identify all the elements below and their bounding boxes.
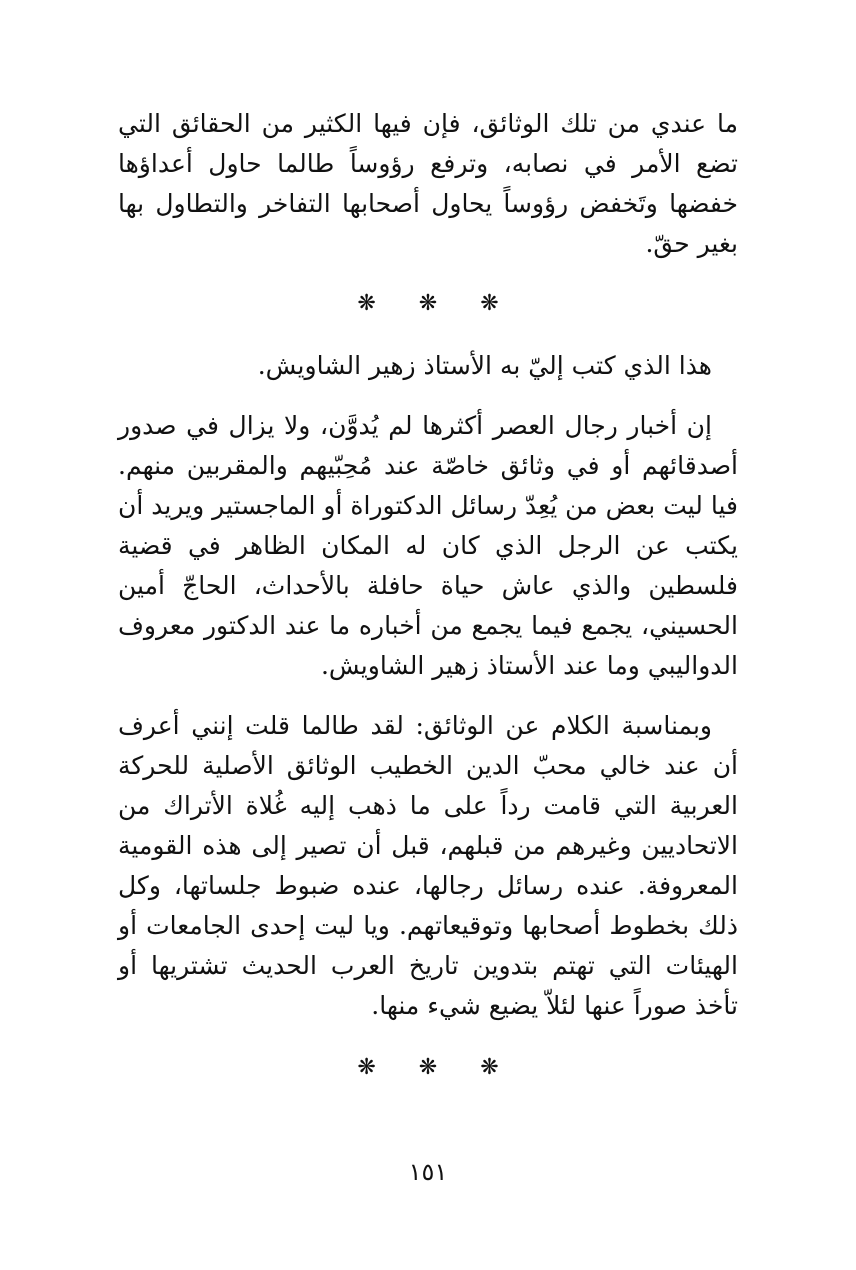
paragraph-gap [118,686,738,706]
paragraph-gap [118,386,738,406]
section-separator-1: ❋ ❋ ❋ [357,291,517,316]
section-separator-2: ❋ ❋ ❋ [357,1055,517,1080]
paragraph-2: هذا الذي كتب إليّ به الأستاذ زهير الشاويش. [257,351,712,380]
page-body [118,104,738,1088]
paragraph-3: إن أخبار رجال العصر أكثرها لم يُدوَّن، ولا يزال في صدور أصدقائهم أو في وثائق خاصّة عند مُحِبّيهم والمقربين منهم. فيا ليت بعض من يُعِدّ رسائل الدكتوراة أو الماجستير ويريد أن يكتب عن الرجل الذي كان له المكان الظاهر في قضية فلسطين والذي عاش حياة حافلة بالأحداث، الحاجّ أمين الحسيني، يجمع فيما يجمع من أخباره ما عند الدكتور معروف الدواليبي وما عند الأستاذ زهير الشاويش. [118,411,738,680]
page-number: ١٥١ [408,1158,448,1186]
paragraph-4: وبمناسبة الكلام عن الوثائق: لقد طالما قلت إنني أعرف أن عند خالي محبّ الدين الخطيب الوثائق الأصلية للحركة العربية التي قامت رداً على ما ذهب إليه غُلاة الأتراك من الاتحاديين وغيرهم من قبلهم، قبل أن تصير إلى هذه القومية المعروفة. عنده رسائل رجالها، عنده ضبوط جلساتها، وكل ذلك بخطوط أصحابها وتوقيعاتهم. ويا ليت إحدى الجامعات أو الهيئات التي تهتم بتدوين تاريخ العرب الحديث تشتريها أو تأخذ صوراً عنها لئلاّ يضيع شيء منها. [118,711,738,1020]
paragraph-1: ما عندي من تلك الوثائق، فإن فيها الكثير من الحقائق التي تضع الأمر في نصابه، وترفع رؤوساً طالما حاول أعداؤها خفضها وتَخفض رؤوساً يحاول أصحابها التفاخر والتطاول بها بغير حقّ. [118,109,738,258]
